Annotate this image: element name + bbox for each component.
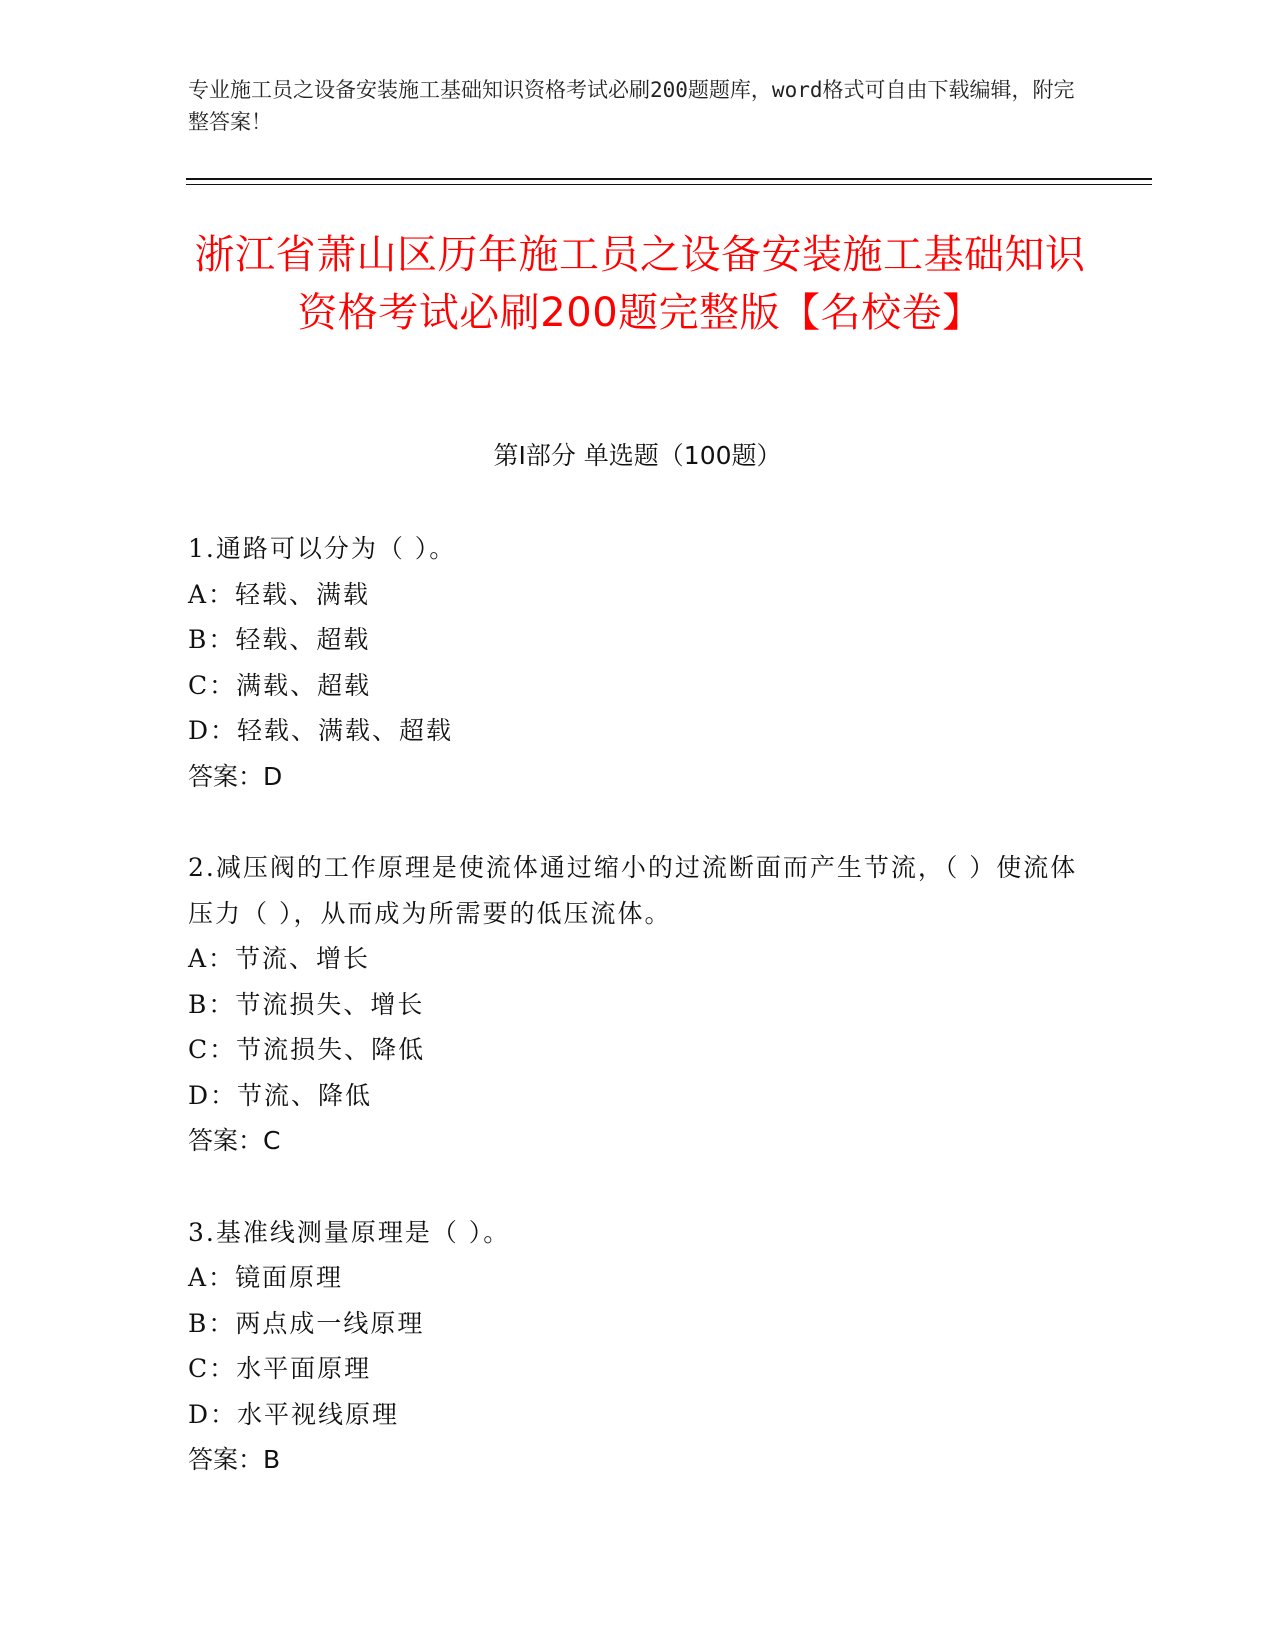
header-divider: [186, 178, 1152, 180]
section-heading: 第Ⅰ部分 单选题（100题）: [493, 441, 782, 470]
option-a: A：镜面原理: [188, 1263, 344, 1292]
question-item: [188, 526, 1088, 799]
question-stem: 2.减压阀的工作原理是使流体通过缩小的过流断面而产生节流，（ ）使流体压力（ ），从而成为所需要的低压流体。: [188, 853, 1078, 928]
option-d: D：节流、降低: [188, 1080, 373, 1110]
document-title: 浙江省萧山区历年施工员之设备安装施工基础知识资格考试必刷200题完整版【名校卷】: [194, 232, 1086, 336]
option-b: B：节流损失、增长: [188, 989, 425, 1019]
answer-line: 答案：B: [188, 1445, 281, 1474]
question-stem: 3.基准线测量原理是（ ）。: [188, 1217, 511, 1247]
option-b: B：轻载、超载: [188, 625, 371, 654]
answer-line: 答案：C: [188, 1126, 281, 1155]
option-c: C：水平面原理: [188, 1354, 372, 1383]
question-stem: 1.通路可以分为（ ）。: [188, 534, 457, 563]
option-c: C：节流损失、降低: [188, 1035, 426, 1064]
option-c: C：满载、超载: [188, 670, 372, 700]
option-d: D：轻载、满载、超载: [188, 716, 454, 745]
question-list: [188, 526, 1088, 1529]
answer-line: 答案：D: [188, 761, 283, 791]
option-a: A：轻载、满载: [188, 579, 371, 609]
option-d: D：水平视线原理: [188, 1399, 400, 1429]
header-divider-thin: [186, 184, 1152, 185]
question-item: [188, 1210, 1088, 1483]
question-item: [188, 845, 1088, 1164]
header-note: 专业施工员之设备安装施工基础知识资格考试必刷200题题库，word格式可自由下载编辑，附完整答案！: [188, 78, 1075, 134]
option-a: A：节流、增长: [188, 944, 371, 973]
option-b: B：两点成一线原理: [188, 1308, 425, 1338]
